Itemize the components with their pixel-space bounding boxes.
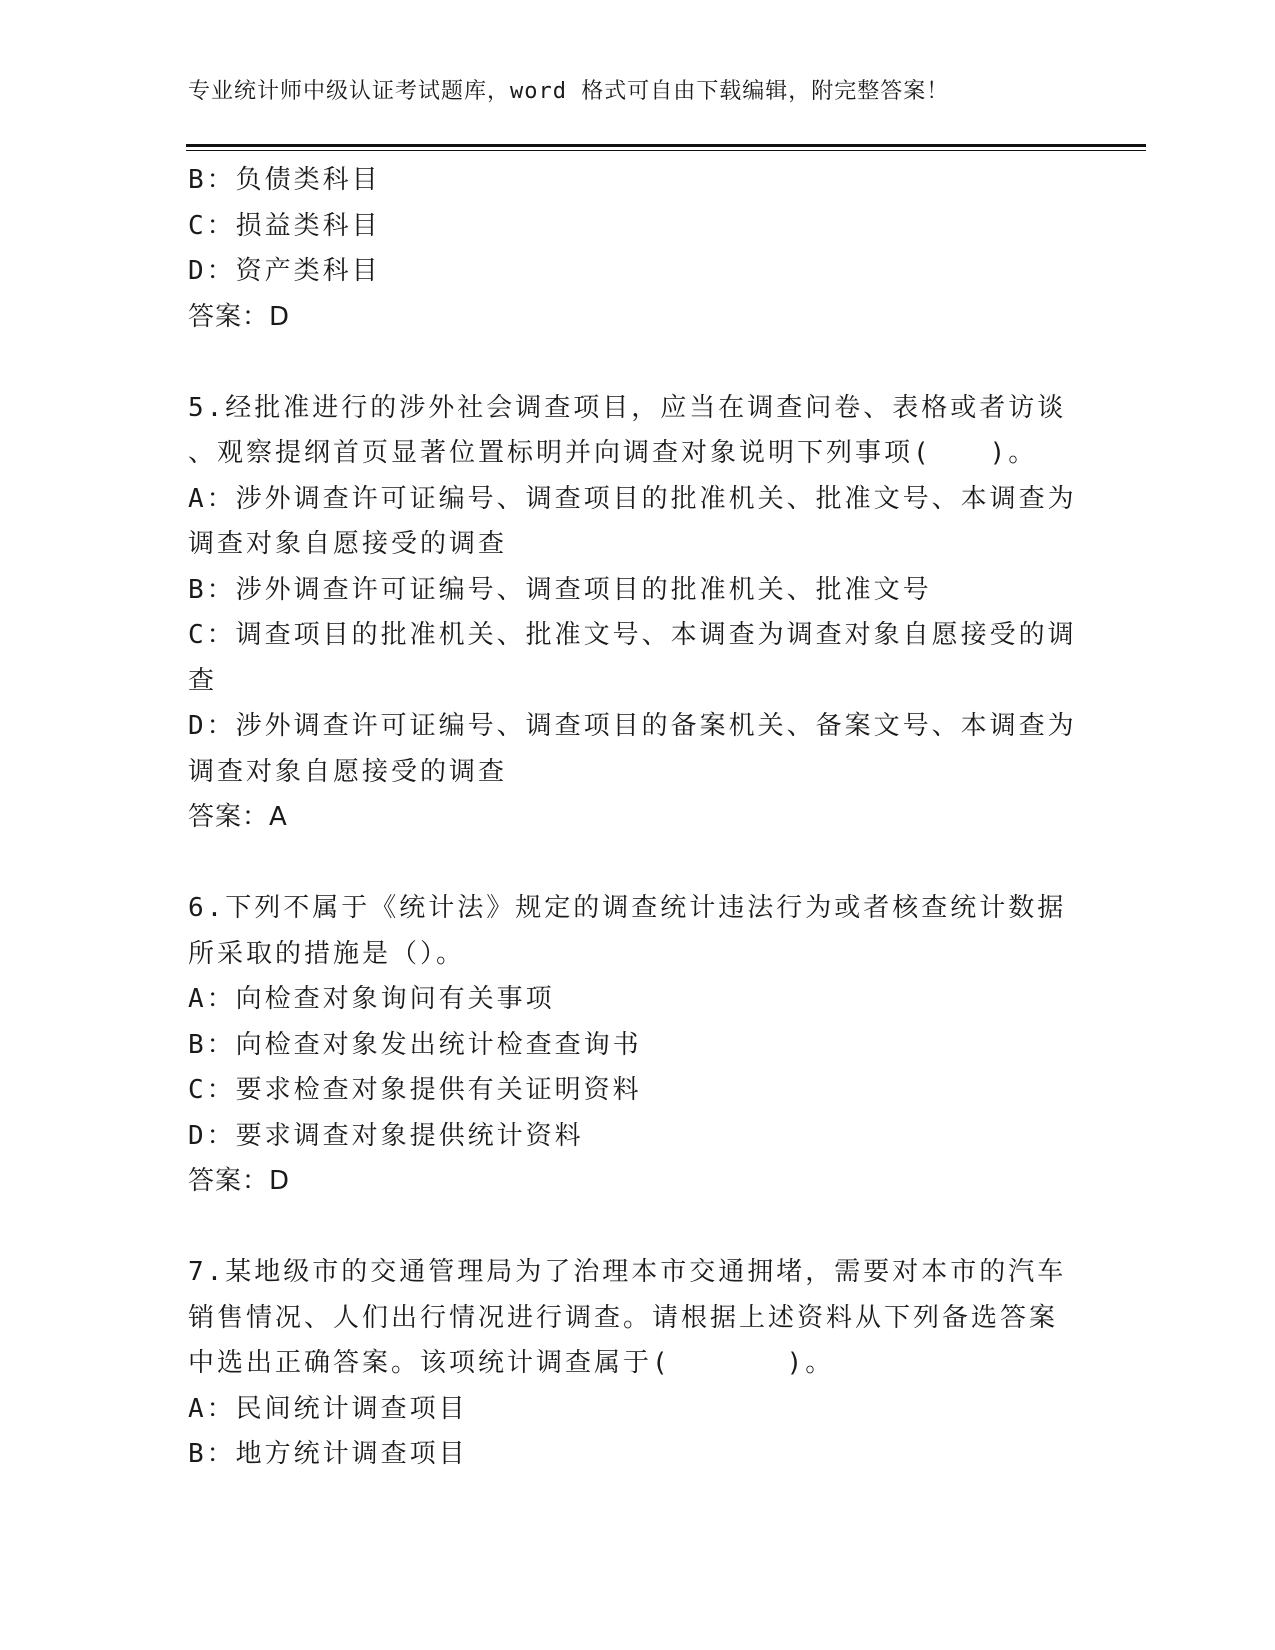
spacer [188,841,1088,887]
option-b: B：涉外调查许可证编号、调查项目的批准机关、批准文号 [188,574,932,605]
header-divider-thin [186,150,1146,151]
spacer [188,1205,1088,1251]
header-title: 专业统计师中级认证考试题库，word 格式可自由下载编辑，附完整答案！ [188,79,950,104]
spacer [188,340,1088,386]
question-5 [188,386,1088,841]
option-c: C：调查项目的批准机关、批准文号、本调查为调查对象自愿接受的调 [188,620,1077,650]
question-7 [188,1250,1088,1478]
question-stem: 、观察提纲首页显著位置标明并向调查对象说明下列事项( )。 [188,438,1038,468]
option-d: D：涉外调查许可证编号、调查项目的备案机关、备案文号、本调查为 [188,711,1077,741]
option-d: D：资产类科目 [188,256,381,286]
question-stem: 销售情况、人们出行情况进行调查。请根据上述资料从下列备选答案 [188,1302,1059,1333]
question-4-tail [188,158,1088,340]
question-stem: 中选出正确答案。该项统计调查属于( )。 [188,1348,835,1378]
question-stem: 所采取的措施是（）。 [188,938,466,969]
option-b: B：地方统计调查项目 [188,1439,468,1469]
document-body [188,158,1088,1478]
option-c-cont: 查 [188,665,218,696]
option-a: A：涉外调查许可证编号、调查项目的批准机关、批准文号、本调查为 [188,483,1077,514]
option-a-cont: 调查对象自愿接受的调查 [188,529,508,559]
option-d-cont: 调查对象自愿接受的调查 [188,756,508,787]
answer: 答案：D [188,1166,291,1196]
option-b: B：负债类科目 [188,165,381,195]
option-b: B：向检查对象发出统计检查查询书 [188,1029,642,1060]
question-6 [188,886,1088,1205]
option-d: D：要求调查对象提供统计资料 [188,1120,584,1151]
question-stem: 5.经批准进行的涉外社会调查项目，应当在调查问卷、表格或者访谈 [188,392,1067,423]
header-divider-thick [186,144,1146,147]
answer: 答案：A [188,802,288,832]
question-stem: 7.某地级市的交通管理局为了治理本市交通拥堵，需要对本市的汽车 [188,1257,1067,1287]
answer: 答案：D [188,301,291,332]
option-a: A：向检查对象询问有关事项 [188,984,555,1014]
question-stem: 6.下列不属于《统计法》规定的调查统计违法行为或者核查统计数据 [188,893,1067,923]
option-c: C：损益类科目 [188,210,381,241]
option-a: A：民间统计调查项目 [188,1393,468,1424]
option-c: C：要求检查对象提供有关证明资料 [188,1075,642,1105]
